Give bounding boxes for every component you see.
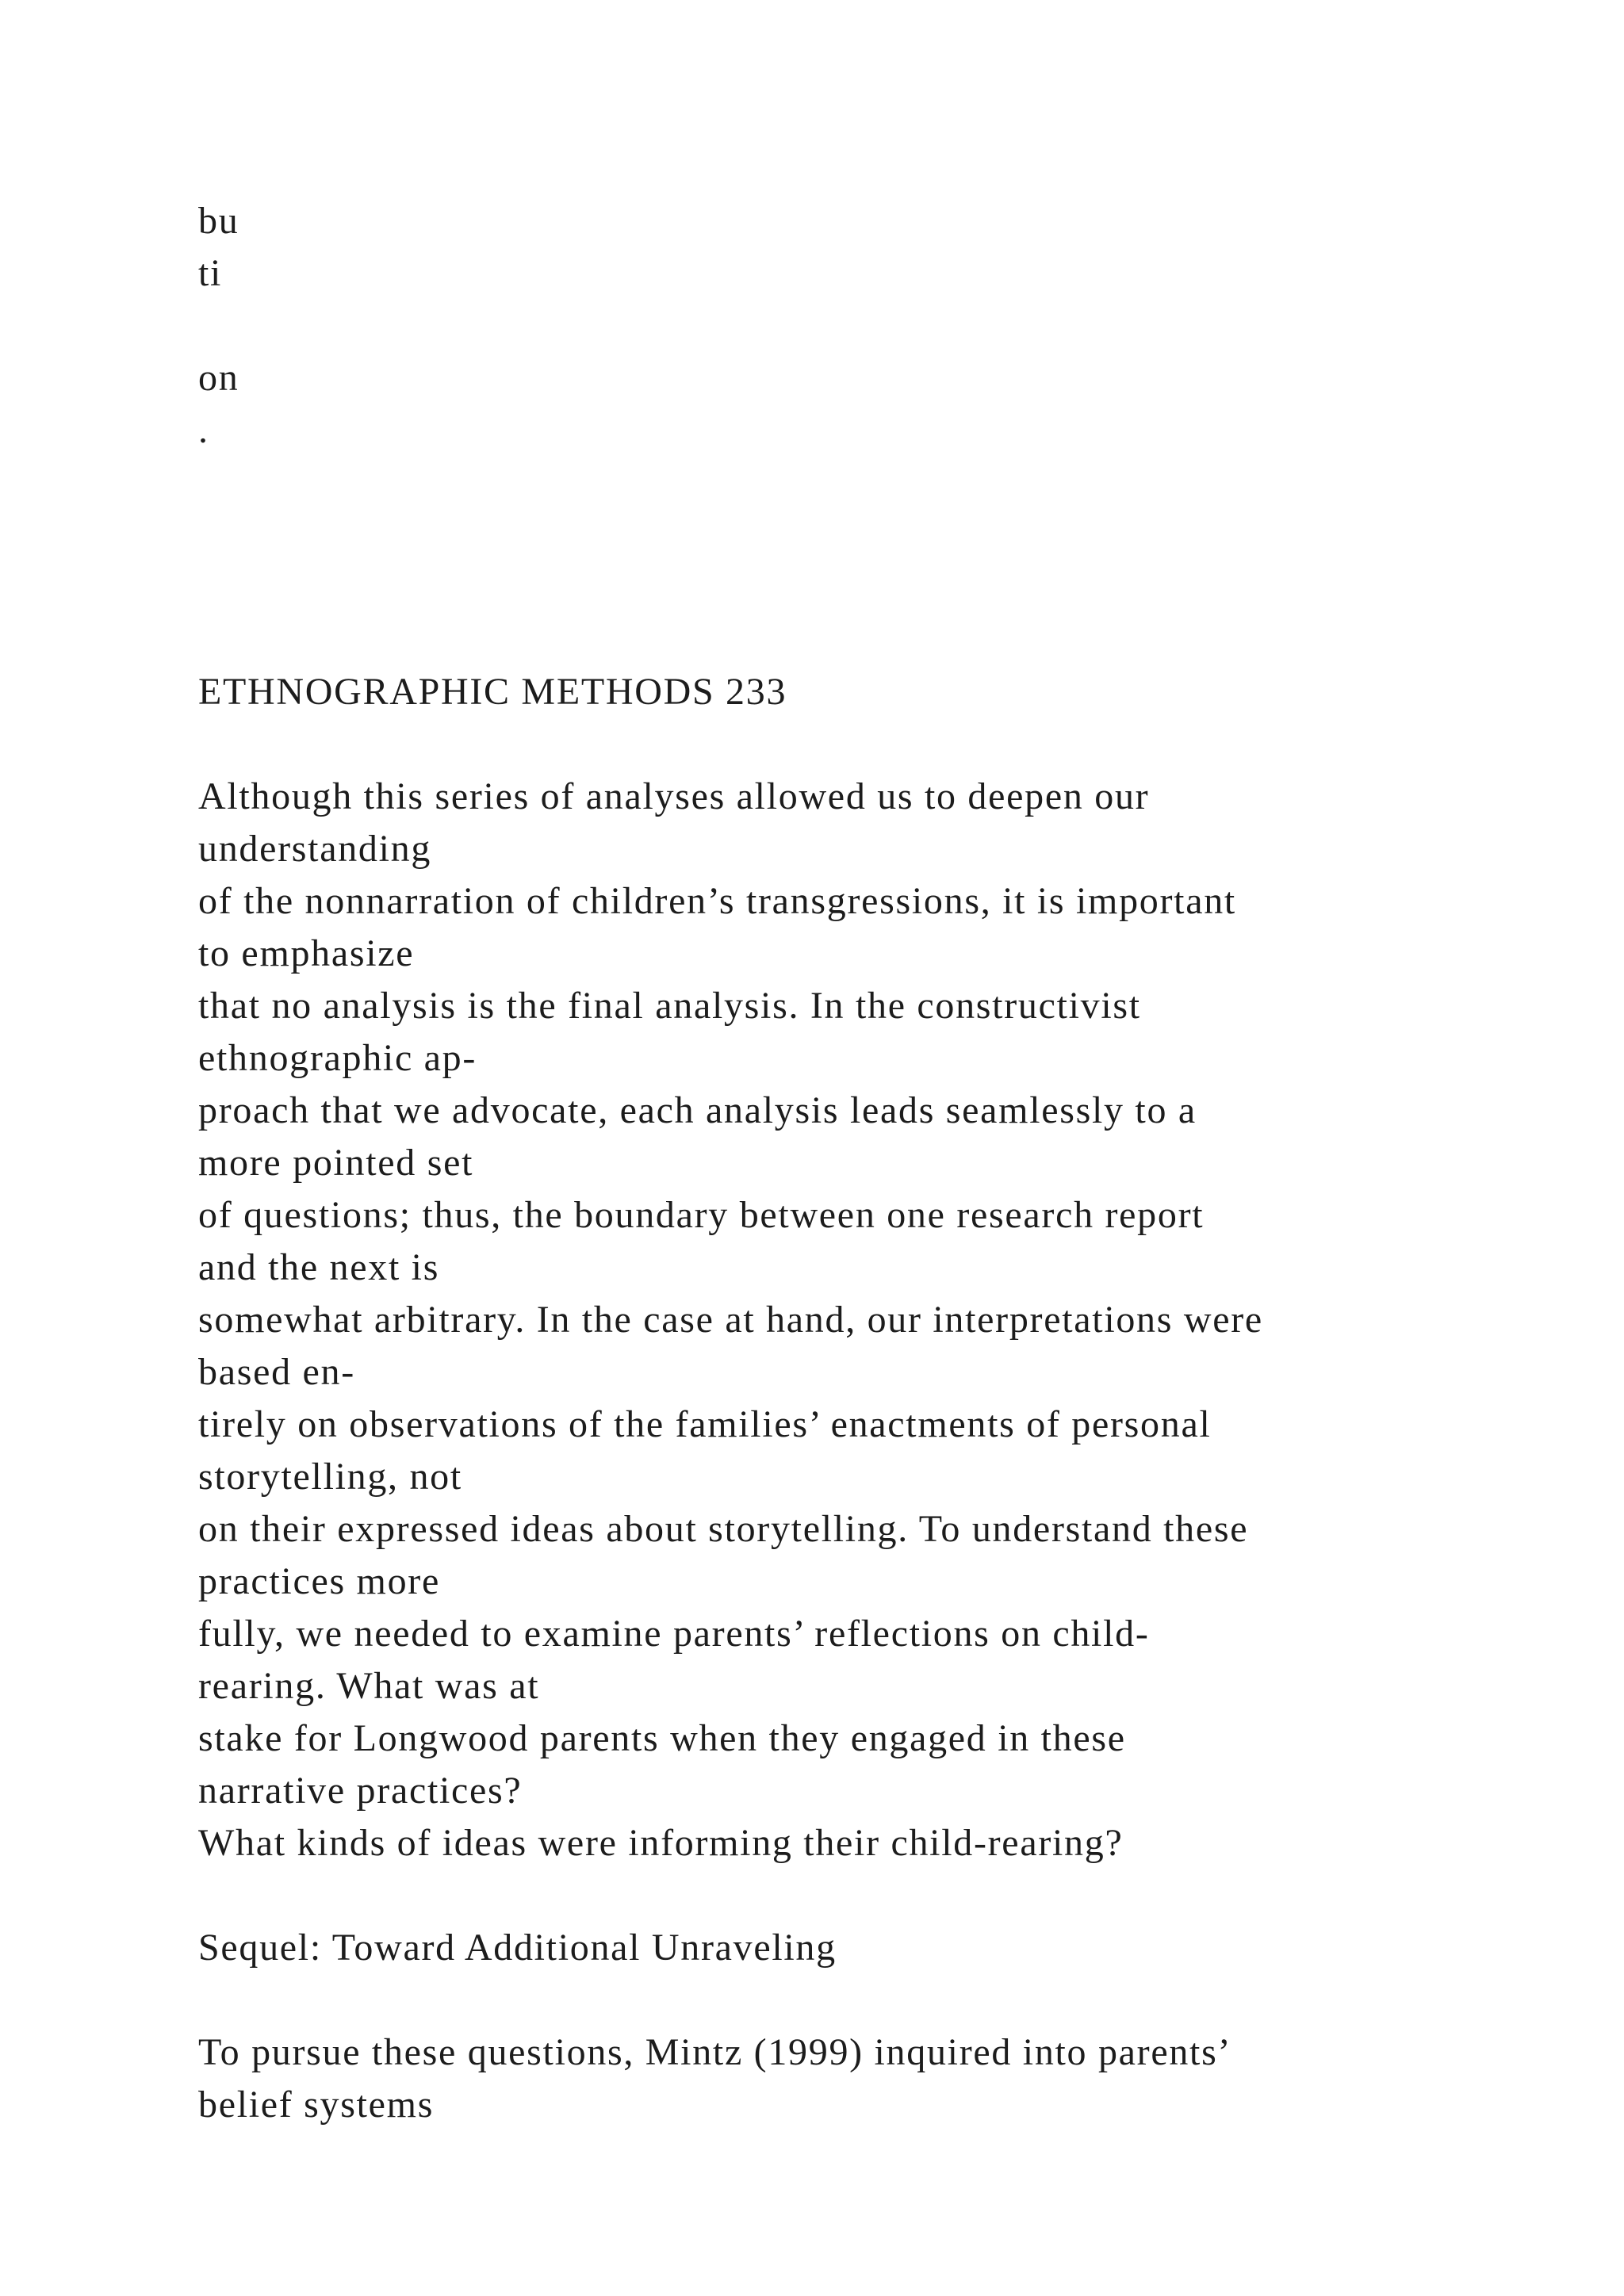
spacer: [198, 1974, 1594, 2026]
text-line: rearing. What was at: [198, 1665, 540, 1707]
text-line: understanding: [198, 828, 432, 870]
fragment-line: ti: [198, 252, 223, 294]
paragraph-2: [198, 2026, 1594, 2131]
text-line: and the next is: [198, 1246, 440, 1288]
page-fragment: [198, 195, 1594, 457]
text-line: of questions; thus, the boundary between one research report: [198, 1194, 1205, 1236]
text-line: that no analysis is the final analysis. In the constructivist: [198, 985, 1141, 1027]
text-line: fully, we needed to examine parents’ reflections on child-: [198, 1613, 1150, 1655]
text-line: stake for Longwood parents when they engaged in these: [198, 1717, 1126, 1759]
text-line: What kinds of ideas were informing their child-rearing?: [198, 1822, 1124, 1864]
text-line: tirely on observations of the families’ enactments of personal: [198, 1403, 1212, 1445]
text-line: proach that we advocate, each analysis leads seamlessly to a: [198, 1089, 1197, 1131]
text-line: somewhat arbitrary. In the case at hand, our interpretations were: [198, 1299, 1263, 1341]
fragment-line: [198, 300, 1594, 352]
text-line: storytelling, not: [198, 1456, 462, 1498]
text-line: ethnographic ap-: [198, 1037, 477, 1079]
text-line: narrative practices?: [198, 1770, 523, 1812]
spacer: [198, 457, 1594, 666]
text-line: more pointed set: [198, 1142, 474, 1184]
text-line: of the nonnarration of children’s transgressions, it is important: [198, 880, 1236, 922]
paragraph-1: [198, 771, 1594, 1869]
fragment-line: bu: [198, 200, 239, 242]
text-line: to emphasize: [198, 932, 415, 974]
fragment-line: on: [198, 357, 239, 399]
section-heading: Sequel: Toward Additional Unraveling: [198, 1927, 837, 1969]
document-page: [198, 195, 1594, 2131]
running-head: ETHNOGRAPHIC METHODS 233: [198, 671, 787, 713]
fragment-line: .: [198, 409, 209, 451]
text-line: based en-: [198, 1351, 355, 1393]
text-line: To pursue these questions, Mintz (1999) inquired into parents’: [198, 2031, 1232, 2073]
text-line: belief systems: [198, 2084, 435, 2126]
text-line: practices more: [198, 1560, 440, 1602]
spacer: [198, 1869, 1594, 1922]
text-line: on their expressed ideas about storytelling. To understand these: [198, 1508, 1249, 1550]
text-line: Although this series of analyses allowed us to deepen our: [198, 775, 1150, 817]
spacer: [198, 718, 1594, 771]
